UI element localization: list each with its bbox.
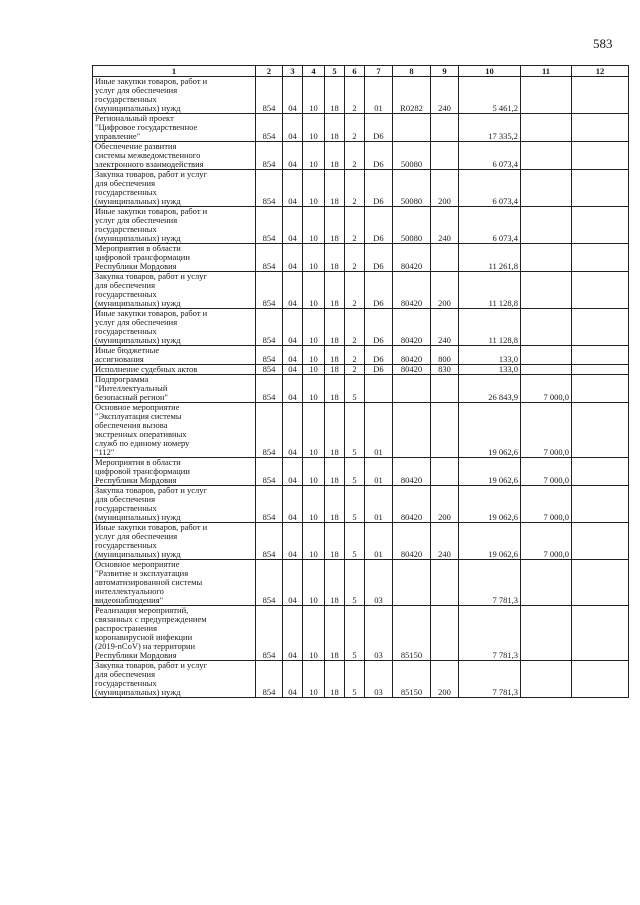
code-section-cell: 04 <box>283 142 303 170</box>
amount-extra-cell <box>572 272 629 309</box>
amount-extra-cell <box>572 403 629 458</box>
amount-2020-cell: 11 261,8 <box>459 244 521 272</box>
code-direction-cell: 85150 <box>393 661 431 698</box>
code-subprogram-cell: 5 <box>345 458 365 486</box>
code-section-cell: 04 <box>283 207 303 244</box>
row-name-cell: Реализация мероприятий, связанных с предупреждением распространения коронавирусной инфекции (2019-nCoV) на территории Республики Мордовия <box>93 606 256 661</box>
table-row <box>93 309 629 346</box>
code-subprogram-cell: 2 <box>345 365 365 375</box>
column-header: 4 <box>303 66 325 77</box>
amount-2020-cell: 11 128,8 <box>459 309 521 346</box>
code-direction-cell <box>393 403 431 458</box>
amount-extra-cell <box>572 309 629 346</box>
amount-federal-cell <box>521 114 572 142</box>
code-subsection-cell: 10 <box>303 142 325 170</box>
code-expense-type-cell <box>431 403 459 458</box>
code-expense-type-cell: 240 <box>431 523 459 560</box>
code-subsection-cell: 10 <box>303 523 325 560</box>
code-event-cell: 01 <box>365 486 393 523</box>
code-ministry-cell: 854 <box>256 77 283 114</box>
table-row <box>93 606 629 661</box>
table-header-row <box>93 66 629 77</box>
code-expense-type-cell: 200 <box>431 170 459 207</box>
code-ministry-cell: 854 <box>256 661 283 698</box>
table-row <box>93 523 629 560</box>
code-expense-type-cell: 240 <box>431 309 459 346</box>
code-ministry-cell: 854 <box>256 560 283 606</box>
page-number: 583 <box>593 36 613 51</box>
amount-2020-cell: 6 073,4 <box>459 170 521 207</box>
amount-2020-cell: 19 062,6 <box>459 403 521 458</box>
code-subsection-cell: 10 <box>303 486 325 523</box>
code-program-cell: 18 <box>325 606 345 661</box>
amount-2020-cell: 19 062,6 <box>459 523 521 560</box>
row-name-cell: Иные бюджетные ассигнования <box>93 346 256 365</box>
row-name-cell: Закупка товаров, работ и услуг для обеспечения государственных (муниципальных) нужд <box>93 486 256 523</box>
code-subsection-cell: 10 <box>303 560 325 606</box>
column-header: 8 <box>393 66 431 77</box>
code-section-cell: 04 <box>283 272 303 309</box>
code-subsection-cell: 10 <box>303 606 325 661</box>
amount-extra-cell <box>572 170 629 207</box>
code-subprogram-cell: 2 <box>345 346 365 365</box>
amount-federal-cell: 7 000,0 <box>521 375 572 403</box>
code-expense-type-cell <box>431 244 459 272</box>
code-section-cell: 04 <box>283 77 303 114</box>
code-subsection-cell: 10 <box>303 403 325 458</box>
code-section-cell: 04 <box>283 244 303 272</box>
code-program-cell: 18 <box>325 170 345 207</box>
row-name-cell: Закупка товаров, работ и услуг для обеспечения государственных (муниципальных) нужд <box>93 661 256 698</box>
amount-federal-cell <box>521 560 572 606</box>
code-expense-type-cell: 830 <box>431 365 459 375</box>
code-event-cell: D6 <box>365 309 393 346</box>
code-event-cell: 01 <box>365 458 393 486</box>
code-subsection-cell: 10 <box>303 458 325 486</box>
code-section-cell: 04 <box>283 458 303 486</box>
code-program-cell: 18 <box>325 403 345 458</box>
table-row <box>93 365 629 375</box>
code-direction-cell: 50080 <box>393 142 431 170</box>
code-direction-cell: 80420 <box>393 346 431 365</box>
amount-2020-cell: 133,0 <box>459 346 521 365</box>
code-ministry-cell: 854 <box>256 346 283 365</box>
code-expense-type-cell <box>431 142 459 170</box>
table-row <box>93 403 629 458</box>
code-subsection-cell: 10 <box>303 375 325 403</box>
code-program-cell: 18 <box>325 375 345 403</box>
code-subprogram-cell: 2 <box>345 142 365 170</box>
code-section-cell: 04 <box>283 170 303 207</box>
code-event-cell: 01 <box>365 403 393 458</box>
column-header: 1 <box>93 66 256 77</box>
column-header: 10 <box>459 66 521 77</box>
amount-extra-cell <box>572 207 629 244</box>
code-direction-cell: 80420 <box>393 523 431 560</box>
code-ministry-cell: 854 <box>256 142 283 170</box>
budget-table <box>92 65 629 698</box>
code-ministry-cell: 854 <box>256 375 283 403</box>
row-name-cell: Иные закупки товаров, работ и услуг для обеспечения государственных (муниципальных) нужд <box>93 309 256 346</box>
code-subsection-cell: 10 <box>303 346 325 365</box>
code-event-cell: D6 <box>365 346 393 365</box>
row-name-cell: Обеспечение развития системы межведомственного электронного взаимодействия <box>93 142 256 170</box>
amount-2020-cell: 19 062,6 <box>459 458 521 486</box>
code-program-cell: 18 <box>325 346 345 365</box>
row-name-cell: Мероприятия в области цифровой трансформации Республики Мордовия <box>93 458 256 486</box>
code-expense-type-cell <box>431 114 459 142</box>
code-subprogram-cell: 5 <box>345 523 365 560</box>
code-subsection-cell: 10 <box>303 77 325 114</box>
amount-2020-cell: 7 781,3 <box>459 606 521 661</box>
amount-extra-cell <box>572 375 629 403</box>
code-subsection-cell: 10 <box>303 309 325 346</box>
code-direction-cell <box>393 560 431 606</box>
code-program-cell: 18 <box>325 309 345 346</box>
code-subsection-cell: 10 <box>303 272 325 309</box>
amount-2020-cell: 19 062,6 <box>459 486 521 523</box>
code-event-cell: D6 <box>365 272 393 309</box>
code-section-cell: 04 <box>283 403 303 458</box>
amount-extra-cell <box>572 560 629 606</box>
amount-extra-cell <box>572 606 629 661</box>
row-name-cell: Основное мероприятие "Эксплуатация системы обеспечения вызова экстренных оперативных служб по единому номеру "112" <box>93 403 256 458</box>
code-event-cell: D6 <box>365 142 393 170</box>
code-ministry-cell: 854 <box>256 170 283 207</box>
amount-federal-cell: 7 000,0 <box>521 523 572 560</box>
amount-extra-cell <box>572 114 629 142</box>
code-program-cell: 18 <box>325 486 345 523</box>
code-direction-cell: 85150 <box>393 606 431 661</box>
code-subprogram-cell: 2 <box>345 244 365 272</box>
code-subsection-cell: 10 <box>303 365 325 375</box>
code-ministry-cell: 854 <box>256 523 283 560</box>
amount-federal-cell: 7 000,0 <box>521 403 572 458</box>
table-row <box>93 375 629 403</box>
code-ministry-cell: 854 <box>256 244 283 272</box>
code-expense-type-cell <box>431 375 459 403</box>
code-direction-cell: R0282 <box>393 77 431 114</box>
code-program-cell: 18 <box>325 244 345 272</box>
code-subprogram-cell: 2 <box>345 272 365 309</box>
code-expense-type-cell <box>431 458 459 486</box>
code-subsection-cell: 10 <box>303 207 325 244</box>
amount-federal-cell <box>521 661 572 698</box>
code-subprogram-cell: 5 <box>345 375 365 403</box>
table-row <box>93 170 629 207</box>
code-program-cell: 18 <box>325 365 345 375</box>
code-program-cell: 18 <box>325 458 345 486</box>
code-event-cell: D6 <box>365 170 393 207</box>
code-ministry-cell: 854 <box>256 114 283 142</box>
column-header: 2 <box>256 66 283 77</box>
amount-extra-cell <box>572 142 629 170</box>
code-program-cell: 18 <box>325 142 345 170</box>
code-ministry-cell: 854 <box>256 207 283 244</box>
code-expense-type-cell: 240 <box>431 77 459 114</box>
code-direction-cell <box>393 114 431 142</box>
code-expense-type-cell: 200 <box>431 272 459 309</box>
code-section-cell: 04 <box>283 375 303 403</box>
code-event-cell: 03 <box>365 560 393 606</box>
code-ministry-cell: 854 <box>256 458 283 486</box>
code-subprogram-cell: 5 <box>345 661 365 698</box>
amount-extra-cell <box>572 661 629 698</box>
table-row <box>93 77 629 114</box>
table-row <box>93 560 629 606</box>
amount-extra-cell <box>572 486 629 523</box>
code-subprogram-cell: 5 <box>345 606 365 661</box>
column-header: 11 <box>521 66 572 77</box>
code-program-cell: 18 <box>325 523 345 560</box>
code-program-cell: 18 <box>325 77 345 114</box>
code-expense-type-cell: 200 <box>431 486 459 523</box>
code-expense-type-cell <box>431 560 459 606</box>
code-event-cell: 03 <box>365 661 393 698</box>
code-event-cell <box>365 375 393 403</box>
code-program-cell: 18 <box>325 114 345 142</box>
amount-2020-cell: 133,0 <box>459 365 521 375</box>
code-subprogram-cell: 5 <box>345 486 365 523</box>
code-expense-type-cell <box>431 606 459 661</box>
column-header: 7 <box>365 66 393 77</box>
row-name-cell: Закупка товаров, работ и услуг для обеспечения государственных (муниципальных) нужд <box>93 272 256 309</box>
code-subprogram-cell: 5 <box>345 560 365 606</box>
amount-federal-cell <box>521 142 572 170</box>
code-ministry-cell: 854 <box>256 486 283 523</box>
code-event-cell: D6 <box>365 244 393 272</box>
amount-2020-cell: 11 128,8 <box>459 272 521 309</box>
column-header: 12 <box>572 66 629 77</box>
amount-federal-cell <box>521 244 572 272</box>
code-event-cell: D6 <box>365 114 393 142</box>
code-direction-cell: 80420 <box>393 486 431 523</box>
amount-federal-cell: 7 000,0 <box>521 486 572 523</box>
code-direction-cell: 80420 <box>393 244 431 272</box>
column-header: 5 <box>325 66 345 77</box>
amount-federal-cell <box>521 170 572 207</box>
code-subsection-cell: 10 <box>303 661 325 698</box>
code-expense-type-cell: 800 <box>431 346 459 365</box>
table-row <box>93 207 629 244</box>
amount-extra-cell <box>572 523 629 560</box>
code-program-cell: 18 <box>325 560 345 606</box>
column-header: 6 <box>345 66 365 77</box>
table-row <box>93 244 629 272</box>
code-section-cell: 04 <box>283 365 303 375</box>
code-event-cell: 03 <box>365 606 393 661</box>
row-name-cell: Исполнение судебных актов <box>93 365 256 375</box>
row-name-cell: Закупка товаров, работ и услуг для обеспечения государственных (муниципальных) нужд <box>93 170 256 207</box>
row-name-cell: Иные закупки товаров, работ и услуг для обеспечения государственных (муниципальных) нужд <box>93 523 256 560</box>
column-header: 9 <box>431 66 459 77</box>
code-direction-cell: 80420 <box>393 309 431 346</box>
table-row <box>93 346 629 365</box>
code-direction-cell: 50080 <box>393 170 431 207</box>
code-program-cell: 18 <box>325 272 345 309</box>
code-section-cell: 04 <box>283 606 303 661</box>
code-program-cell: 18 <box>325 661 345 698</box>
amount-federal-cell <box>521 346 572 365</box>
amount-extra-cell <box>572 244 629 272</box>
row-name-cell: Мероприятия в области цифровой трансформации Республики Мордовия <box>93 244 256 272</box>
code-subsection-cell: 10 <box>303 114 325 142</box>
amount-2020-cell: 6 073,4 <box>459 207 521 244</box>
code-section-cell: 04 <box>283 661 303 698</box>
code-subprogram-cell: 2 <box>345 309 365 346</box>
code-event-cell: 01 <box>365 77 393 114</box>
code-subprogram-cell: 5 <box>345 403 365 458</box>
code-direction-cell <box>393 375 431 403</box>
table-row <box>93 661 629 698</box>
amount-federal-cell <box>521 207 572 244</box>
code-event-cell: D6 <box>365 365 393 375</box>
code-subprogram-cell: 2 <box>345 114 365 142</box>
amount-2020-cell: 26 843,9 <box>459 375 521 403</box>
amount-extra-cell <box>572 458 629 486</box>
code-section-cell: 04 <box>283 346 303 365</box>
code-ministry-cell: 854 <box>256 309 283 346</box>
amount-extra-cell <box>572 346 629 365</box>
amount-2020-cell: 5 461,2 <box>459 77 521 114</box>
code-subsection-cell: 10 <box>303 244 325 272</box>
code-direction-cell: 80420 <box>393 458 431 486</box>
code-ministry-cell: 854 <box>256 365 283 375</box>
table-row <box>93 486 629 523</box>
code-section-cell: 04 <box>283 560 303 606</box>
column-header: 3 <box>283 66 303 77</box>
row-name-cell: Иные закупки товаров, работ и услуг для обеспечения государственных (муниципальных) нужд <box>93 77 256 114</box>
amount-extra-cell <box>572 365 629 375</box>
code-direction-cell: 50080 <box>393 207 431 244</box>
table-row <box>93 142 629 170</box>
code-section-cell: 04 <box>283 309 303 346</box>
code-section-cell: 04 <box>283 523 303 560</box>
code-expense-type-cell: 240 <box>431 207 459 244</box>
amount-federal-cell <box>521 309 572 346</box>
code-subprogram-cell: 2 <box>345 207 365 244</box>
amount-2020-cell: 6 073,4 <box>459 142 521 170</box>
amount-federal-cell <box>521 272 572 309</box>
amount-2020-cell: 17 335,2 <box>459 114 521 142</box>
row-name-cell: Основное мероприятие "Развитие и эксплуатация автоматизированной системы интеллектуального видеонаблюдения" <box>93 560 256 606</box>
amount-federal-cell <box>521 365 572 375</box>
amount-federal-cell: 7 000,0 <box>521 458 572 486</box>
code-section-cell: 04 <box>283 114 303 142</box>
code-ministry-cell: 854 <box>256 403 283 458</box>
amount-federal-cell <box>521 77 572 114</box>
code-ministry-cell: 854 <box>256 272 283 309</box>
amount-2020-cell: 7 781,3 <box>459 560 521 606</box>
table-row <box>93 458 629 486</box>
amount-federal-cell <box>521 606 572 661</box>
code-direction-cell: 80420 <box>393 365 431 375</box>
row-name-cell: Подпрограмма "Интеллектуальный безопасный регион" <box>93 375 256 403</box>
code-subprogram-cell: 2 <box>345 77 365 114</box>
code-ministry-cell: 854 <box>256 606 283 661</box>
code-program-cell: 18 <box>325 207 345 244</box>
code-subprogram-cell: 2 <box>345 170 365 207</box>
code-direction-cell: 80420 <box>393 272 431 309</box>
amount-2020-cell: 7 781,3 <box>459 661 521 698</box>
row-name-cell: Иные закупки товаров, работ и услуг для обеспечения государственных (муниципальных) нужд <box>93 207 256 244</box>
code-event-cell: D6 <box>365 207 393 244</box>
code-event-cell: 01 <box>365 523 393 560</box>
row-name-cell: Региональный проект "Цифровое государственное управление" <box>93 114 256 142</box>
code-subsection-cell: 10 <box>303 170 325 207</box>
code-section-cell: 04 <box>283 486 303 523</box>
table-row <box>93 114 629 142</box>
table-row <box>93 272 629 309</box>
code-expense-type-cell: 200 <box>431 661 459 698</box>
amount-extra-cell <box>572 77 629 114</box>
